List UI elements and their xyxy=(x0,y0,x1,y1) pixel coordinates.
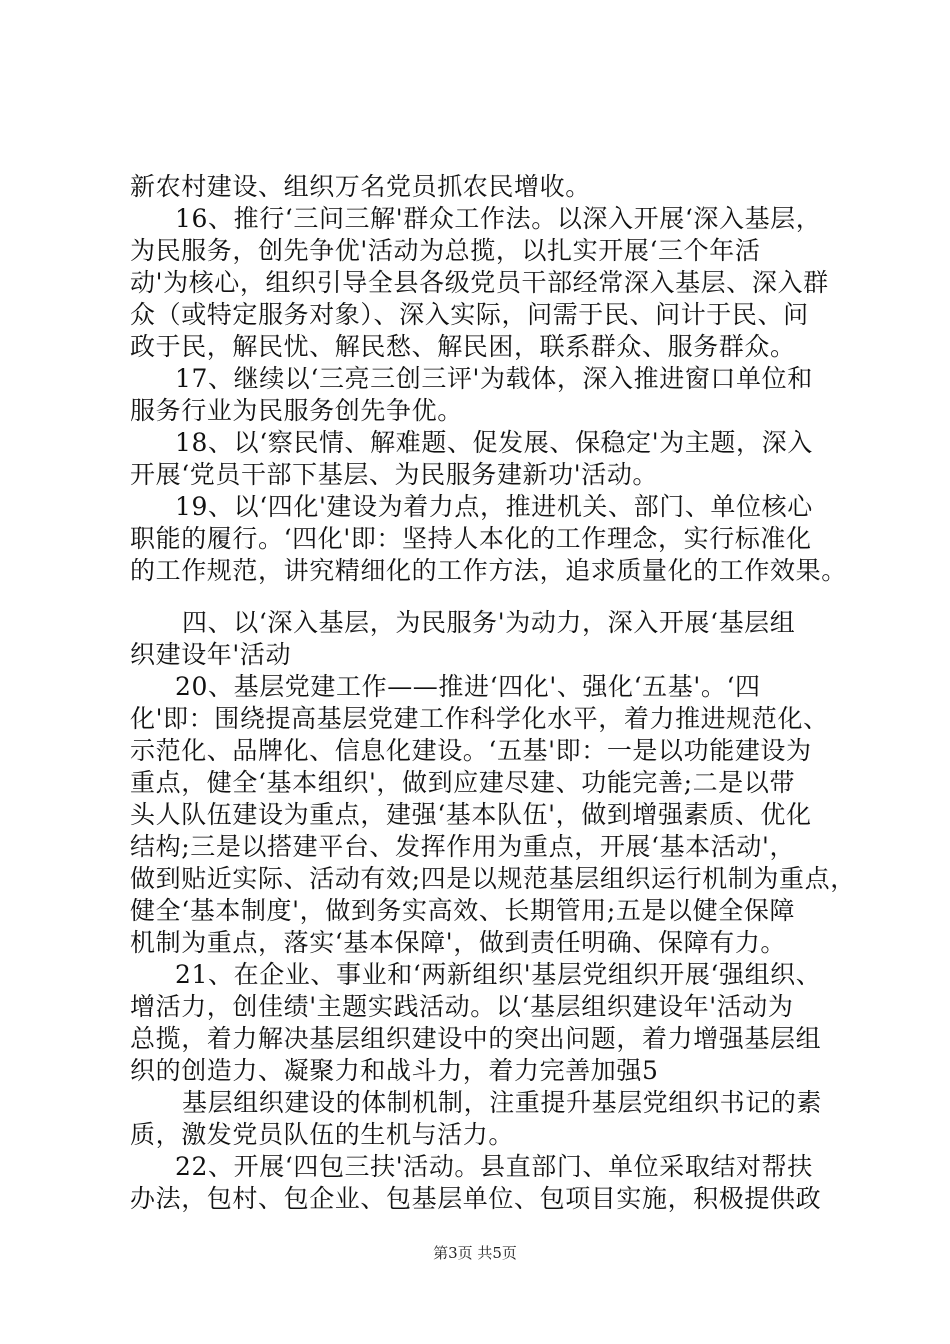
page-number-footer: 第3页 共5页 xyxy=(433,1244,517,1262)
text-line: 做到贴近实际、活动有效;四是以规范基层组织运行机制为重点， xyxy=(130,864,856,893)
text-line: 织的创造力、凝聚力和战斗力，着力完善加强5 xyxy=(130,1056,659,1085)
text-line: 机制为重点，落实‘基本保障'，做到责任明确、保障有力。 xyxy=(130,928,787,957)
text-line: 的工作规范，讲究精细化的工作方法，追求质量化的工作效果。 xyxy=(130,556,847,585)
text-line: 16、推行‘三问三解'群众工作法。以深入开展‘深入基层， xyxy=(175,204,822,233)
text-line: 基层组织建设的体制机制，注重提升基层党组织书记的素 xyxy=(182,1088,823,1117)
text-line: 开展‘党员干部下基层、为民服务建新功'活动。 xyxy=(130,460,659,489)
text-line: 质，激发党员队伍的生机与活力。 xyxy=(130,1120,515,1149)
text-line: 21、在企业、事业和‘两新组织'基层党组织开展‘强组织、 xyxy=(175,960,822,989)
text-line: 22、开展‘四包三扶'活动。县直部门、单位采取结对帮扶 xyxy=(175,1152,813,1181)
text-line: 总揽，着力解决基层组织建设中的突出问题，着力增强基层组 xyxy=(130,1024,822,1053)
section-heading: 四、以‘深入基层，为民服务'为动力，深入开展‘基层组 xyxy=(182,608,796,637)
text-line: 结构;三是以搭建平台、发挥作用为重点，开展‘基本活动'， xyxy=(130,832,796,861)
text-line: 头人队伍建设为重点，建强‘基本队伍'，做到增强素质、优化 xyxy=(130,800,812,829)
text-line: 职能的履行。‘四化'即：坚持人本化的工作理念，实行标准化 xyxy=(130,524,812,553)
text-line: 服务行业为民服务创先争优。 xyxy=(130,396,463,425)
text-line: 20、基层党建工作——推进‘四化'、强化‘五基'。‘四 xyxy=(175,672,761,701)
text-line: 办法，包村、包企业、包基层单位、包项目实施，积极提供政 xyxy=(130,1184,822,1213)
text-line: 18、以‘察民情、解难题、促发展、保稳定'为主题，深入 xyxy=(175,428,813,457)
text-line: 政于民，解民忧、解民愁、解民困，联系群众、服务群众。 xyxy=(130,332,796,361)
text-line: 化'即：围绕提高基层党建工作科学化水平，着力推进规范化、 xyxy=(130,704,829,733)
text-line: 为民服务，创先争优'活动为总揽，以扎实开展‘三个年活 xyxy=(130,236,761,265)
text-line: 增活力，创佳绩'主题实践活动。以‘基层组织建设年'活动为 xyxy=(130,992,794,1021)
section-heading: 织建设年'活动 xyxy=(130,640,292,669)
text-line: 重点，健全‘基本组织'，做到应建尽建、功能完善;二是以带 xyxy=(130,768,796,797)
text-line: 17、继续以‘三亮三创三评'为载体，深入推进窗口单位和 xyxy=(175,364,813,393)
text-line: 新农村建设、组织万名党员抓农民增收。 xyxy=(130,172,591,201)
text-line: 示范化、品牌化、信息化建设。‘五基'即：一是以功能建设为 xyxy=(130,736,812,765)
text-line: 众（或特定服务对象）、深入实际，问需于民、问计于民、问 xyxy=(130,300,809,329)
text-line: 19、以‘四化'建设为着力点，推进机关、部门、单位核心 xyxy=(175,492,813,521)
text-line: 健全‘基本制度'，做到务实高效、长期管用;五是以健全保障 xyxy=(130,896,796,925)
text-line: 动'为核心，组织引导全县各级党员干部经常深入基层、深入群 xyxy=(130,268,829,297)
